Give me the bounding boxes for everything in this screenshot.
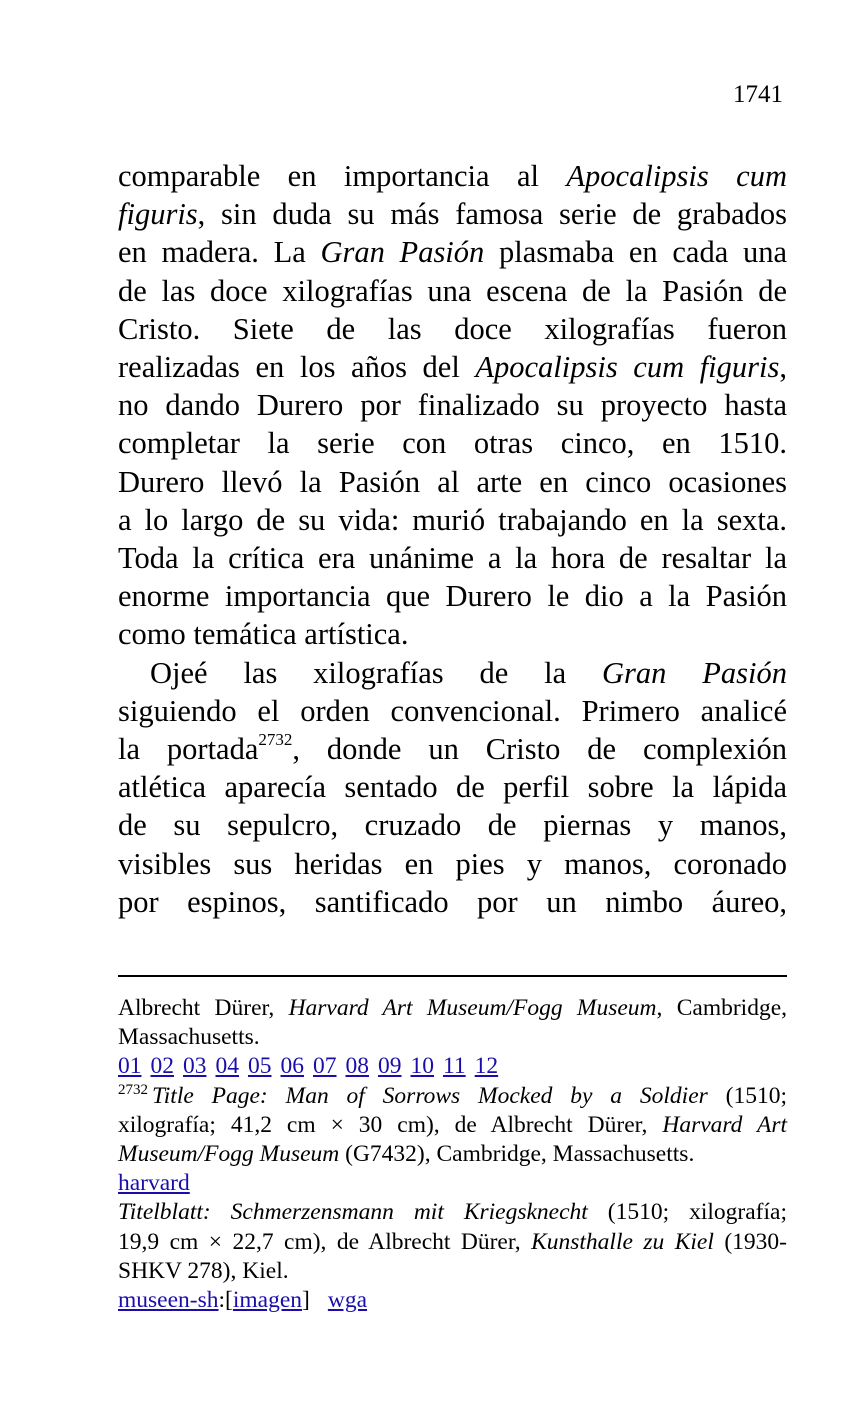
text-line: siguiendo el orden convencional. Primero analicé xyxy=(118,693,787,728)
image-links-row xyxy=(118,1052,787,1081)
text-line: completar la serie con otras cinco, en 1510. xyxy=(118,426,787,461)
text-line: por espinos, santificado por un nimbo áureo, xyxy=(118,884,787,919)
footnote-line xyxy=(118,994,787,1023)
text-line xyxy=(118,730,787,768)
page-number: 1741 xyxy=(733,81,783,108)
image-link-04[interactable]: 04 xyxy=(215,1053,239,1080)
text-line: no dando Durero por finalizado su proyecto hasta xyxy=(118,388,787,423)
image-link-10[interactable]: 10 xyxy=(410,1053,434,1080)
italic-title: Apocalipsis cum xyxy=(566,159,787,193)
text-line: Cristo. Siete de las doce xilografías fueron xyxy=(118,311,787,346)
italic-title: Gran Pasión xyxy=(602,655,787,690)
text-span: xilografía; 41,2 cm × 30 cm), de Albrecht Dürer, xyxy=(118,1111,663,1138)
text-span: (1510; xilografía; xyxy=(587,1199,787,1226)
text-line: como temática artística. xyxy=(118,617,409,652)
italic-title: Title Page: Man of Sorrows Mocked by a Soldier xyxy=(152,1082,708,1109)
museen-sh-link[interactable]: museen-sh xyxy=(118,1287,219,1314)
footnotes xyxy=(118,994,787,1315)
text-line xyxy=(118,195,787,233)
text-span: realizadas en los años del xyxy=(118,350,476,385)
text-line: enorme importancia que Durero le dio a la Pasión xyxy=(118,579,787,614)
text-line: Toda la crítica era unánime a la hora de resaltar la xyxy=(118,541,787,576)
text-line: visibles sus heridas en pies y manos, coronado xyxy=(118,846,787,881)
italic-title: Harvard Art Museum/Fogg Museum xyxy=(288,995,657,1021)
text-line: de su sepulcro, cruzado de piernas y manos, xyxy=(118,808,787,843)
harvard-link-row xyxy=(118,1169,787,1198)
text-span: plasmaba en cada una xyxy=(484,235,787,270)
image-link-09[interactable]: 09 xyxy=(378,1053,402,1080)
image-link-07[interactable]: 07 xyxy=(313,1053,337,1080)
text-span: comparable en importancia al xyxy=(118,159,567,193)
footnote-line: SHKV 278), Kiel. xyxy=(118,1257,289,1284)
text-line: de las doce xilografías una escena de la Pasión de xyxy=(118,273,787,308)
imagen-link[interactable]: imagen xyxy=(232,1287,303,1314)
text-span: en madera. La xyxy=(118,235,321,270)
text-span: Ojeé las xilografías de la xyxy=(150,655,603,690)
text-span: Albrecht Dürer, xyxy=(118,995,289,1021)
text-line xyxy=(118,348,787,386)
italic-title: Kunsthalle zu Kiel xyxy=(531,1228,714,1255)
text-line xyxy=(118,157,787,195)
text-span: (G7432), Cambridge, Massachusetts. xyxy=(339,1141,695,1168)
text-span: , xyxy=(779,350,787,385)
text-line xyxy=(118,654,787,692)
image-link-12[interactable]: 12 xyxy=(474,1053,499,1080)
italic-title: Museum/Fogg Museum xyxy=(118,1141,340,1168)
text-line: a lo largo de su vida: murió trabajando en la sexta. xyxy=(118,502,787,537)
footnote-line: Massachusetts. xyxy=(118,1024,260,1051)
source-links-row xyxy=(118,1286,787,1315)
text-span: , Cambridge, xyxy=(656,995,788,1021)
image-link-03[interactable]: 03 xyxy=(183,1053,207,1080)
image-link-02[interactable]: 02 xyxy=(150,1053,174,1080)
image-link-01[interactable]: 01 xyxy=(118,1053,142,1080)
harvard-link[interactable]: harvard xyxy=(118,1170,190,1197)
italic-title: Apocalipsis cum figuris xyxy=(475,350,780,385)
italic-title: Gran Pasión xyxy=(320,235,485,270)
bracket-close: ] xyxy=(302,1287,310,1314)
image-link-06[interactable]: 06 xyxy=(280,1053,304,1080)
footnote-divider xyxy=(118,975,787,977)
footnote-line xyxy=(118,1228,787,1257)
text-line: atlética aparecía sentado de perfil sobre la lápida xyxy=(118,770,787,805)
text-span: , donde un Cristo de complexión xyxy=(292,732,788,767)
footnote-line xyxy=(118,1111,787,1140)
bracket-open: :[ xyxy=(218,1287,233,1314)
image-link-11[interactable]: 11 xyxy=(443,1053,466,1080)
text-span: (1930- xyxy=(713,1228,787,1255)
text-line xyxy=(118,233,787,271)
footnote-line xyxy=(118,1082,787,1111)
italic-title: figuris xyxy=(118,197,198,232)
footnote-number: 2732 xyxy=(118,1081,148,1098)
text-span: 19,9 cm × 22,7 cm), de Albrecht Dürer, xyxy=(118,1228,532,1255)
image-link-08[interactable]: 08 xyxy=(345,1053,369,1080)
image-link-05[interactable]: 05 xyxy=(248,1053,272,1080)
italic-title: Harvard Art xyxy=(662,1111,787,1138)
footnote-line xyxy=(118,1140,787,1169)
italic-title: Titelblatt: Schmerzensmann mit Kriegsknecht xyxy=(118,1199,588,1226)
footnote-line xyxy=(118,1198,787,1227)
wga-link[interactable]: wga xyxy=(327,1287,368,1314)
footnote-reference: 2732 xyxy=(258,730,293,750)
text-line: Durero llevó la Pasión al arte en cinco ocasiones xyxy=(118,464,787,499)
text-span: (1510; xyxy=(707,1082,787,1109)
main-text xyxy=(118,157,787,921)
text-span: , sin duda su más famosa serie de grabados xyxy=(197,197,787,232)
text-span: la portada xyxy=(118,732,259,767)
